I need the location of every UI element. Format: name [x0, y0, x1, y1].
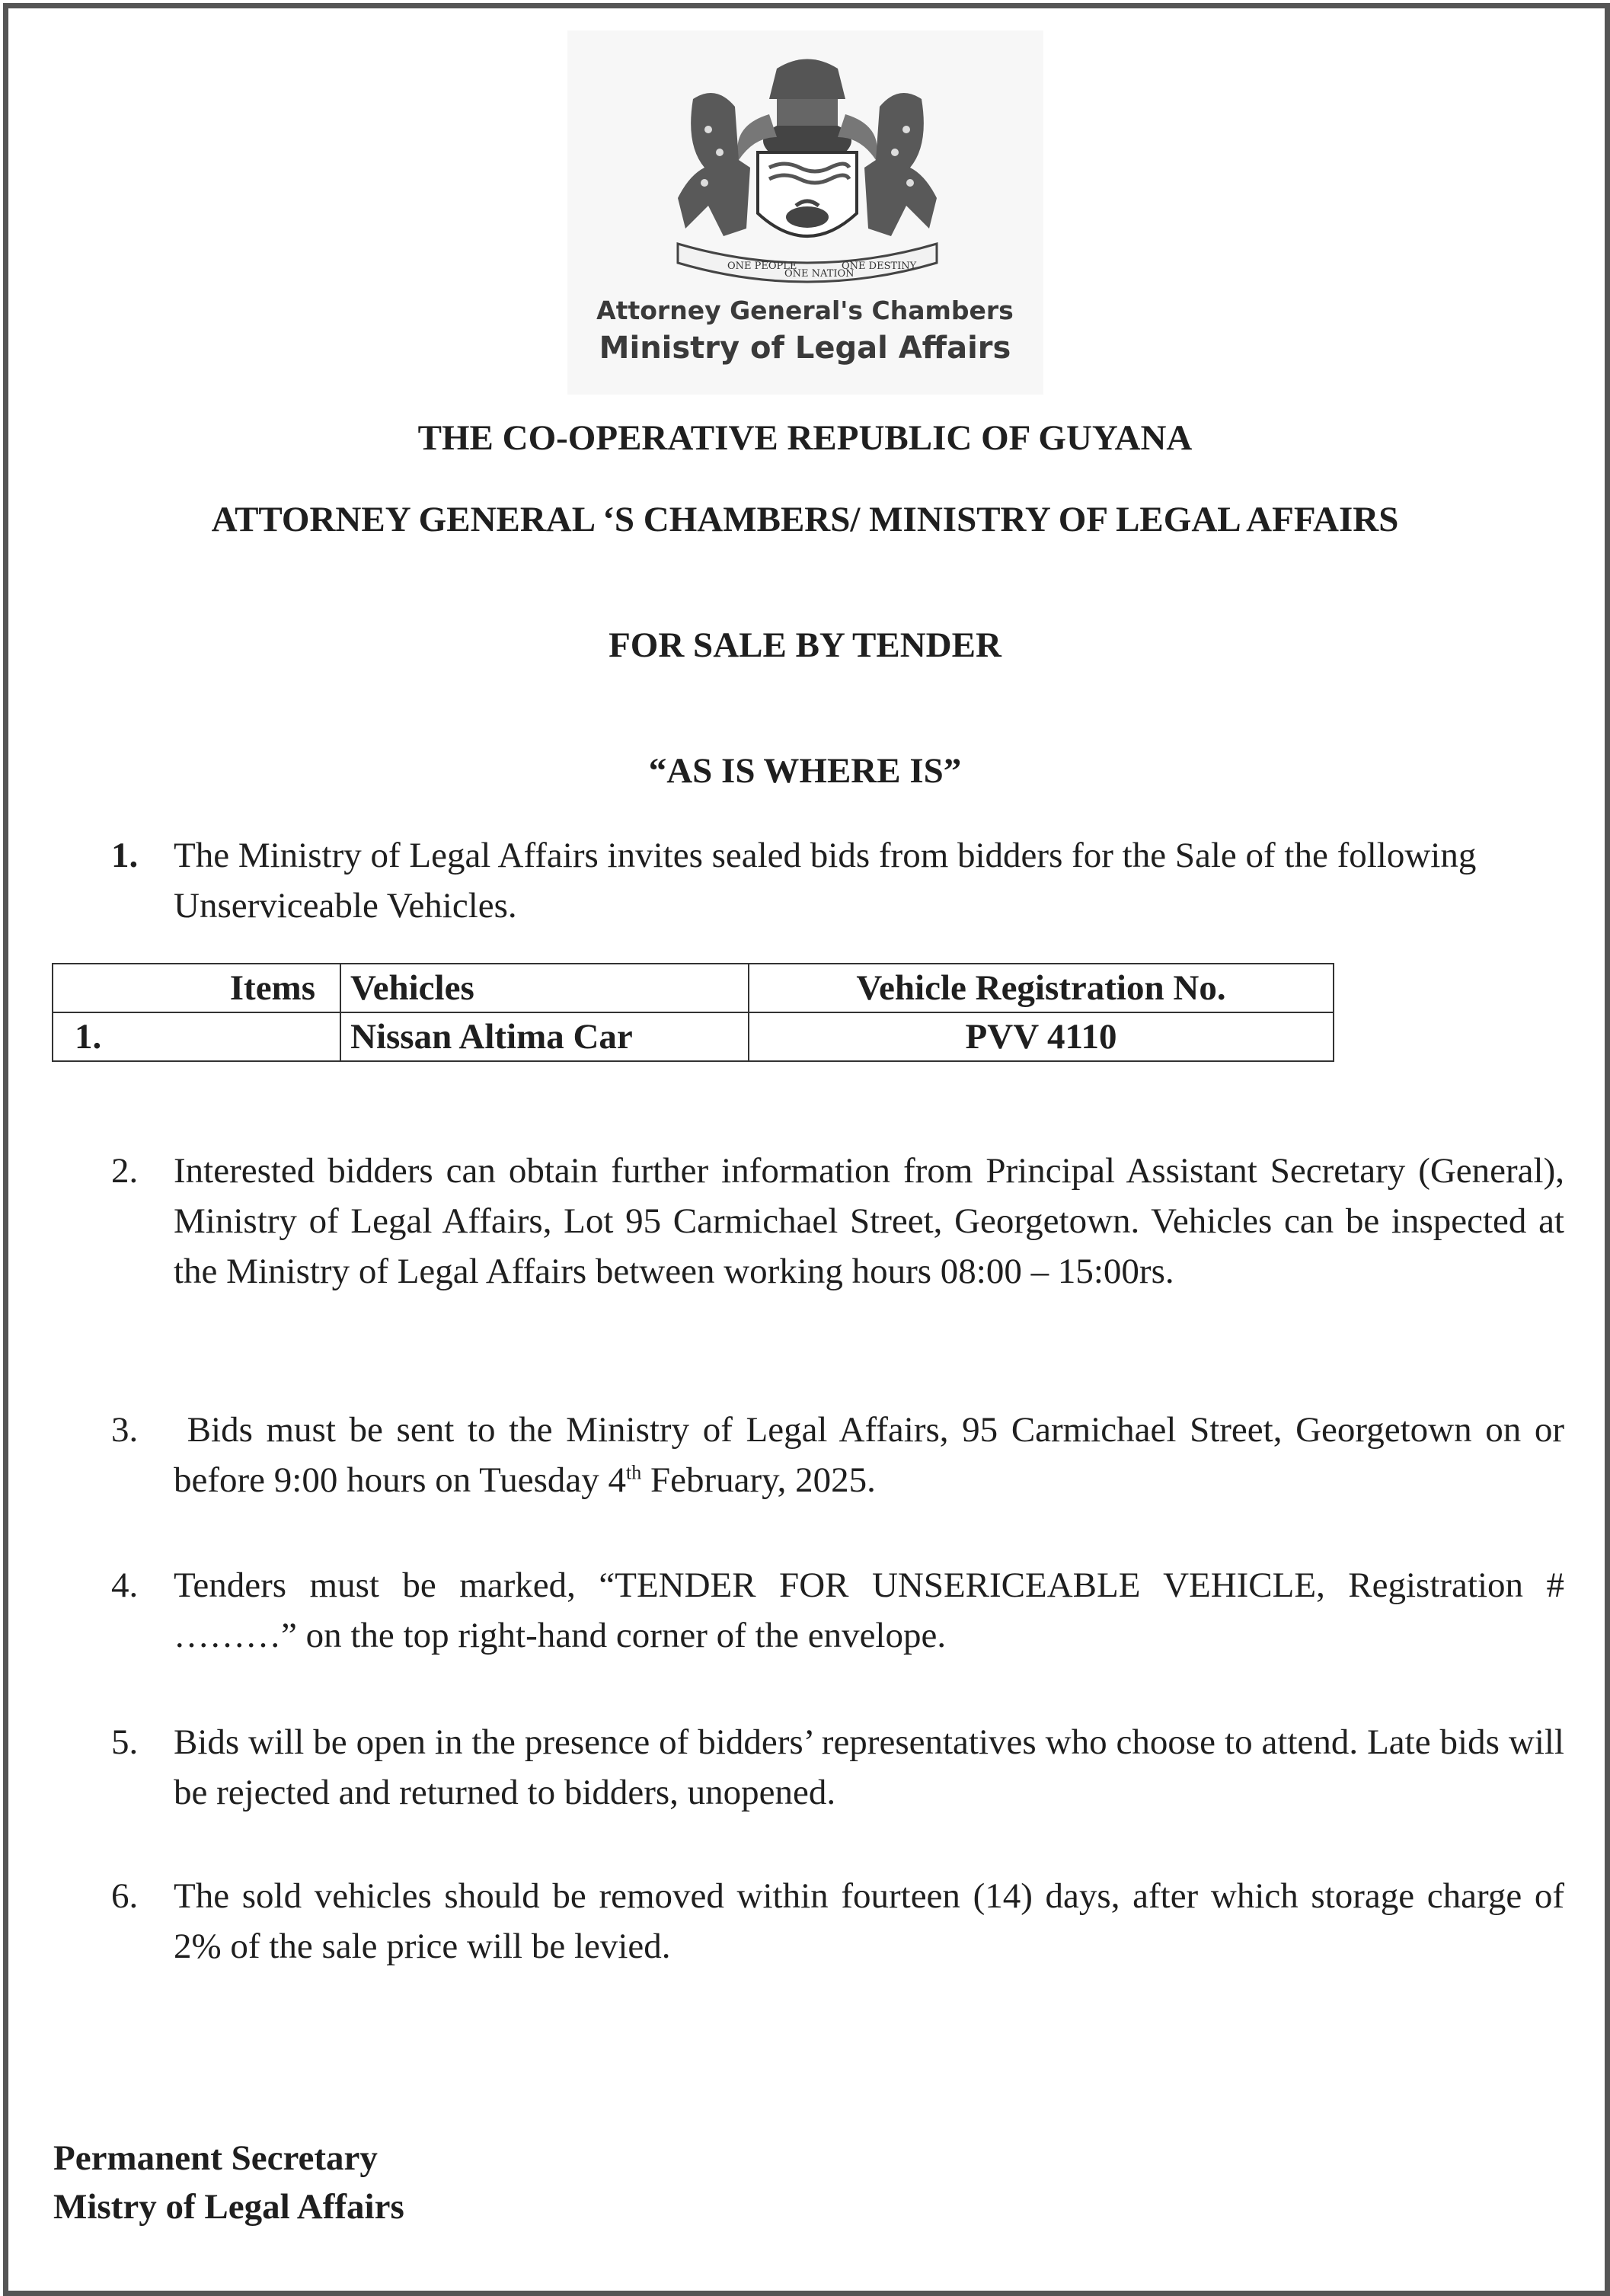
motto-text-1: ONE PEOPLE — [727, 261, 797, 272]
list-item-text: Interested bidders can obtain further information from Principal Assistant Secretary (General), Ministry of Legal Affairs, Lot 95 Carmichael Street, Georgetown. Vehicles can be inspected at the Ministry of Legal Affairs between working hours 08:00 – 15:00rs. — [174, 1151, 1564, 1291]
list-item-6 — [111, 1871, 1564, 1971]
signature-title: Permanent Secretary — [53, 2138, 378, 2178]
list-item-3 — [111, 1405, 1565, 1505]
table-cell-item: 1. — [53, 1012, 340, 1061]
list-item-1 — [111, 830, 1514, 931]
table-header-vehicles: Vehicles — [340, 964, 749, 1012]
coat-of-arms-icon — [663, 53, 952, 289]
motto-text-2: ONE NATION — [784, 268, 855, 280]
list-item-number: 1. — [111, 836, 139, 875]
heading-ministry: ATTORNEY GENERAL ‘S CHAMBERS/ MINISTRY OF LEGAL AFFAIRS — [211, 500, 1399, 539]
list-item-text: The Ministry of Legal Affairs invites sealed bids from bidders for the Sale of the following Unserviceable Vehicles. — [174, 836, 1477, 926]
logo-subtitle: Attorney General's Chambers — [596, 296, 1014, 325]
list-item-text-main: Bids must be sent to the Ministry of Legal Affairs, 95 Carmichael Street, Georgetown on or before 9:00 hours on Tuesday 4 — [174, 1410, 1565, 1500]
table-row — [53, 1012, 1334, 1061]
table-cell-vehicle: Nissan Altima Car — [340, 1012, 749, 1061]
list-item-text-end: February, 2025. — [641, 1460, 876, 1500]
heading-condition: “AS IS WHERE IS” — [648, 751, 962, 791]
ordinal-suffix: th — [626, 1461, 642, 1484]
list-item-number: 6. — [111, 1876, 139, 1916]
list-item-text: Bids will be open in the presence of bidders’ representatives who choose to attend. Late bids will be rejected and returned to bidders, unopened. — [174, 1722, 1564, 1812]
table-header-items: Items — [53, 964, 340, 1012]
logo-title: Ministry of Legal Affairs — [599, 331, 1011, 366]
motto-text-3: ONE DESTINY — [842, 261, 917, 272]
list-item-number: 2. — [111, 1151, 139, 1191]
list-item-text: The sold vehicles should be removed within fourteen (14) days, after which storage charge of 2% of the sale price will be levied. — [174, 1876, 1564, 1966]
heading-republic: THE CO-OPERATIVE REPUBLIC OF GUYANA — [417, 418, 1193, 458]
table-header-row — [53, 964, 1334, 1012]
list-item-number: 3. — [111, 1410, 139, 1450]
list-item-2 — [111, 1146, 1564, 1297]
list-item-4 — [111, 1560, 1564, 1661]
heading-sale: FOR SALE BY TENDER — [609, 625, 1001, 665]
list-item-text: Tenders must be marked, “TENDER FOR UNSERICEABLE VEHICLE, Registration # ………” on the top right-hand corner of the envelope. — [174, 1565, 1564, 1655]
table-cell-registration: PVV 4110 — [749, 1012, 1334, 1061]
list-item-5 — [111, 1717, 1564, 1818]
list-item-number: 4. — [111, 1565, 139, 1605]
list-item-number: 5. — [111, 1722, 139, 1762]
list-item-text — [174, 1410, 1564, 1500]
vehicles-table — [52, 963, 1334, 1062]
table-header-registration: Vehicle Registration No. — [749, 964, 1334, 1012]
signature-ministry: Mistry of Legal Affairs — [53, 2187, 404, 2227]
